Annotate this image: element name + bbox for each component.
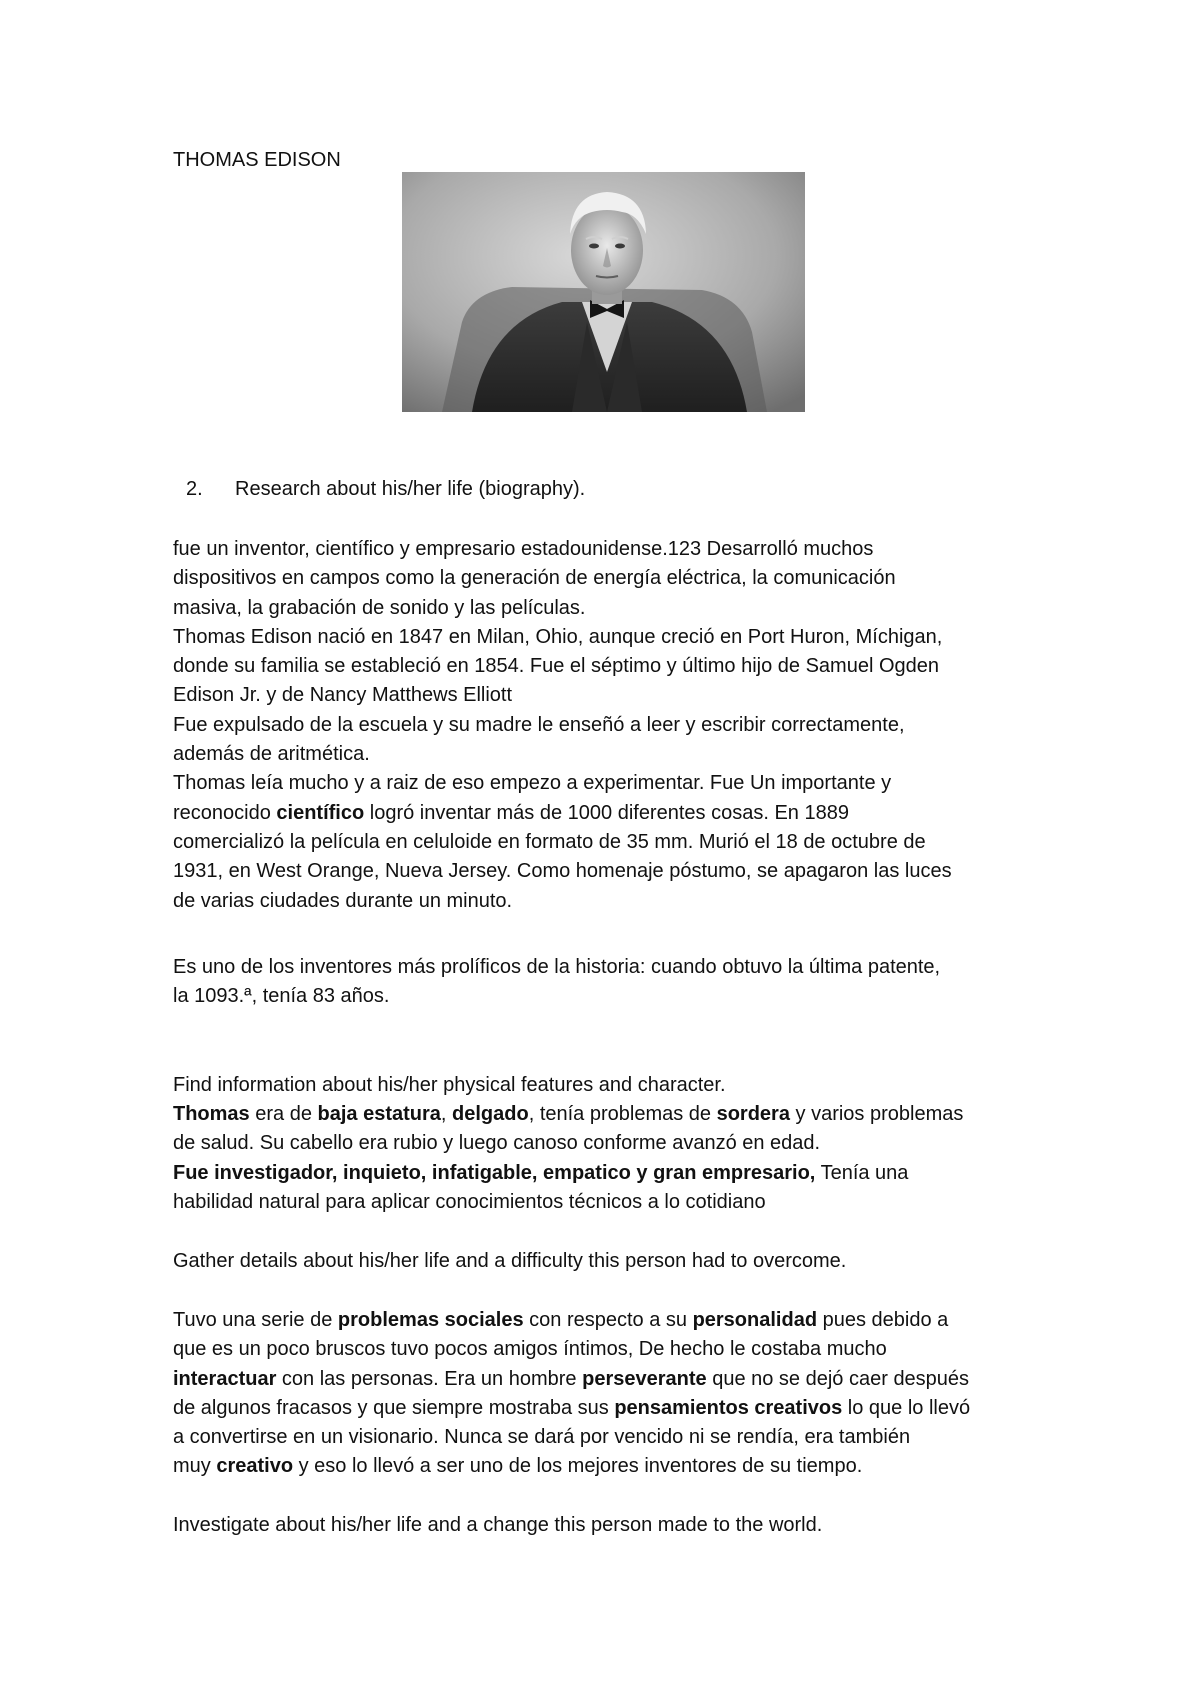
difficulty-line: muy creativo y eso lo llevó a ser uno de los mejores inventores de su tiempo. <box>173 1455 863 1478</box>
bio-line: masiva, la grabación de sonido y las películas. <box>173 596 586 619</box>
bio-line: reconocido científico logró inventar más de 1000 diferentes cosas. En 1889 <box>173 801 849 824</box>
difficulty-line: interactuar con las personas. Era un hombre perseverante que no se dejó caer después <box>173 1367 970 1390</box>
physical-line: Thomas era de baja estatura, delgado, tenía problemas de sordera y varios problemas <box>173 1103 964 1125</box>
section-heading-change: Investigate about his/her life and a change this person made to the world. <box>173 1514 823 1536</box>
portrait-photo <box>402 172 805 412</box>
prolific-line: Es uno de los inventores más prolíficos de la historia: cuando obtuvo la última patente, <box>173 956 941 978</box>
physical-line: Fue investigador, inquieto, infatigable, empatico y gran empresario, Tenía una <box>173 1161 909 1184</box>
difficulty-paragraph <box>173 1306 970 1482</box>
bio-line: donde su familia se estableció en 1854. Fue el séptimo y último hijo de Samuel Ogden <box>173 655 940 678</box>
section-heading-biography: Research about his/her life (biography). <box>235 478 586 500</box>
bio-line: fue un inventor, científico y empresario estadounidense.123 Desarrolló muchos <box>173 538 874 560</box>
bio-line: Thomas leía mucho y a raiz de eso empezo a experimentar. Fue Un importante y <box>173 772 892 795</box>
bio-line: de varias ciudades durante un minuto. <box>173 889 513 912</box>
physical-paragraph <box>173 1100 963 1217</box>
prolific-line: la 1093.ª, tenía 83 años. <box>173 985 390 1008</box>
biography-paragraph <box>173 535 952 916</box>
difficulty-line: Tuvo una serie de problemas sociales con respecto a su personalidad pues debido a <box>173 1309 949 1331</box>
physical-line: de salud. Su cabello era rubio y luego canoso conforme avanzó en edad. <box>173 1132 821 1155</box>
bio-line: Fue expulsado de la escuela y su madre le enseñó a leer y escribir correctamente, <box>173 713 905 736</box>
difficulty-line: a convertirse en un visionario. Nunca se dará por vencido ni se rendía, era también <box>173 1426 911 1449</box>
bio-line: además de aritmética. <box>173 743 370 766</box>
section-number: 2. <box>186 478 203 500</box>
bio-line: Edison Jr. y de Nancy Matthews Elliott <box>173 684 513 707</box>
section-heading-difficulty: Gather details about his/her life and a difficulty this person had to overcome. <box>173 1250 847 1272</box>
prolific-paragraph <box>173 953 940 1012</box>
difficulty-line: que es un poco bruscos tuvo pocos amigos íntimos, De hecho le costaba mucho <box>173 1338 887 1361</box>
physical-line: habilidad natural para aplicar conocimientos técnicos a lo cotidiano <box>173 1190 766 1213</box>
bio-line: 1931, en West Orange, Nueva Jersey. Como homenaje póstumo, se apagaron las luces <box>173 860 952 883</box>
page-title: THOMAS EDISON <box>173 149 341 171</box>
difficulty-line: de algunos fracasos y que siempre mostraba sus pensamientos creativos lo que lo llevó <box>173 1396 971 1419</box>
bio-line: dispositivos en campos como la generación de energía eléctrica, la comunicación <box>173 567 896 590</box>
bio-line: comercializó la película en celuloide en formato de 35 mm. Murió el 18 de octubre de <box>173 830 926 853</box>
section-heading-physical: Find information about his/her physical features and character. <box>173 1074 726 1096</box>
bio-line: Thomas Edison nació en 1847 en Milan, Ohio, aunque creció en Port Huron, Míchigan, <box>173 625 943 648</box>
